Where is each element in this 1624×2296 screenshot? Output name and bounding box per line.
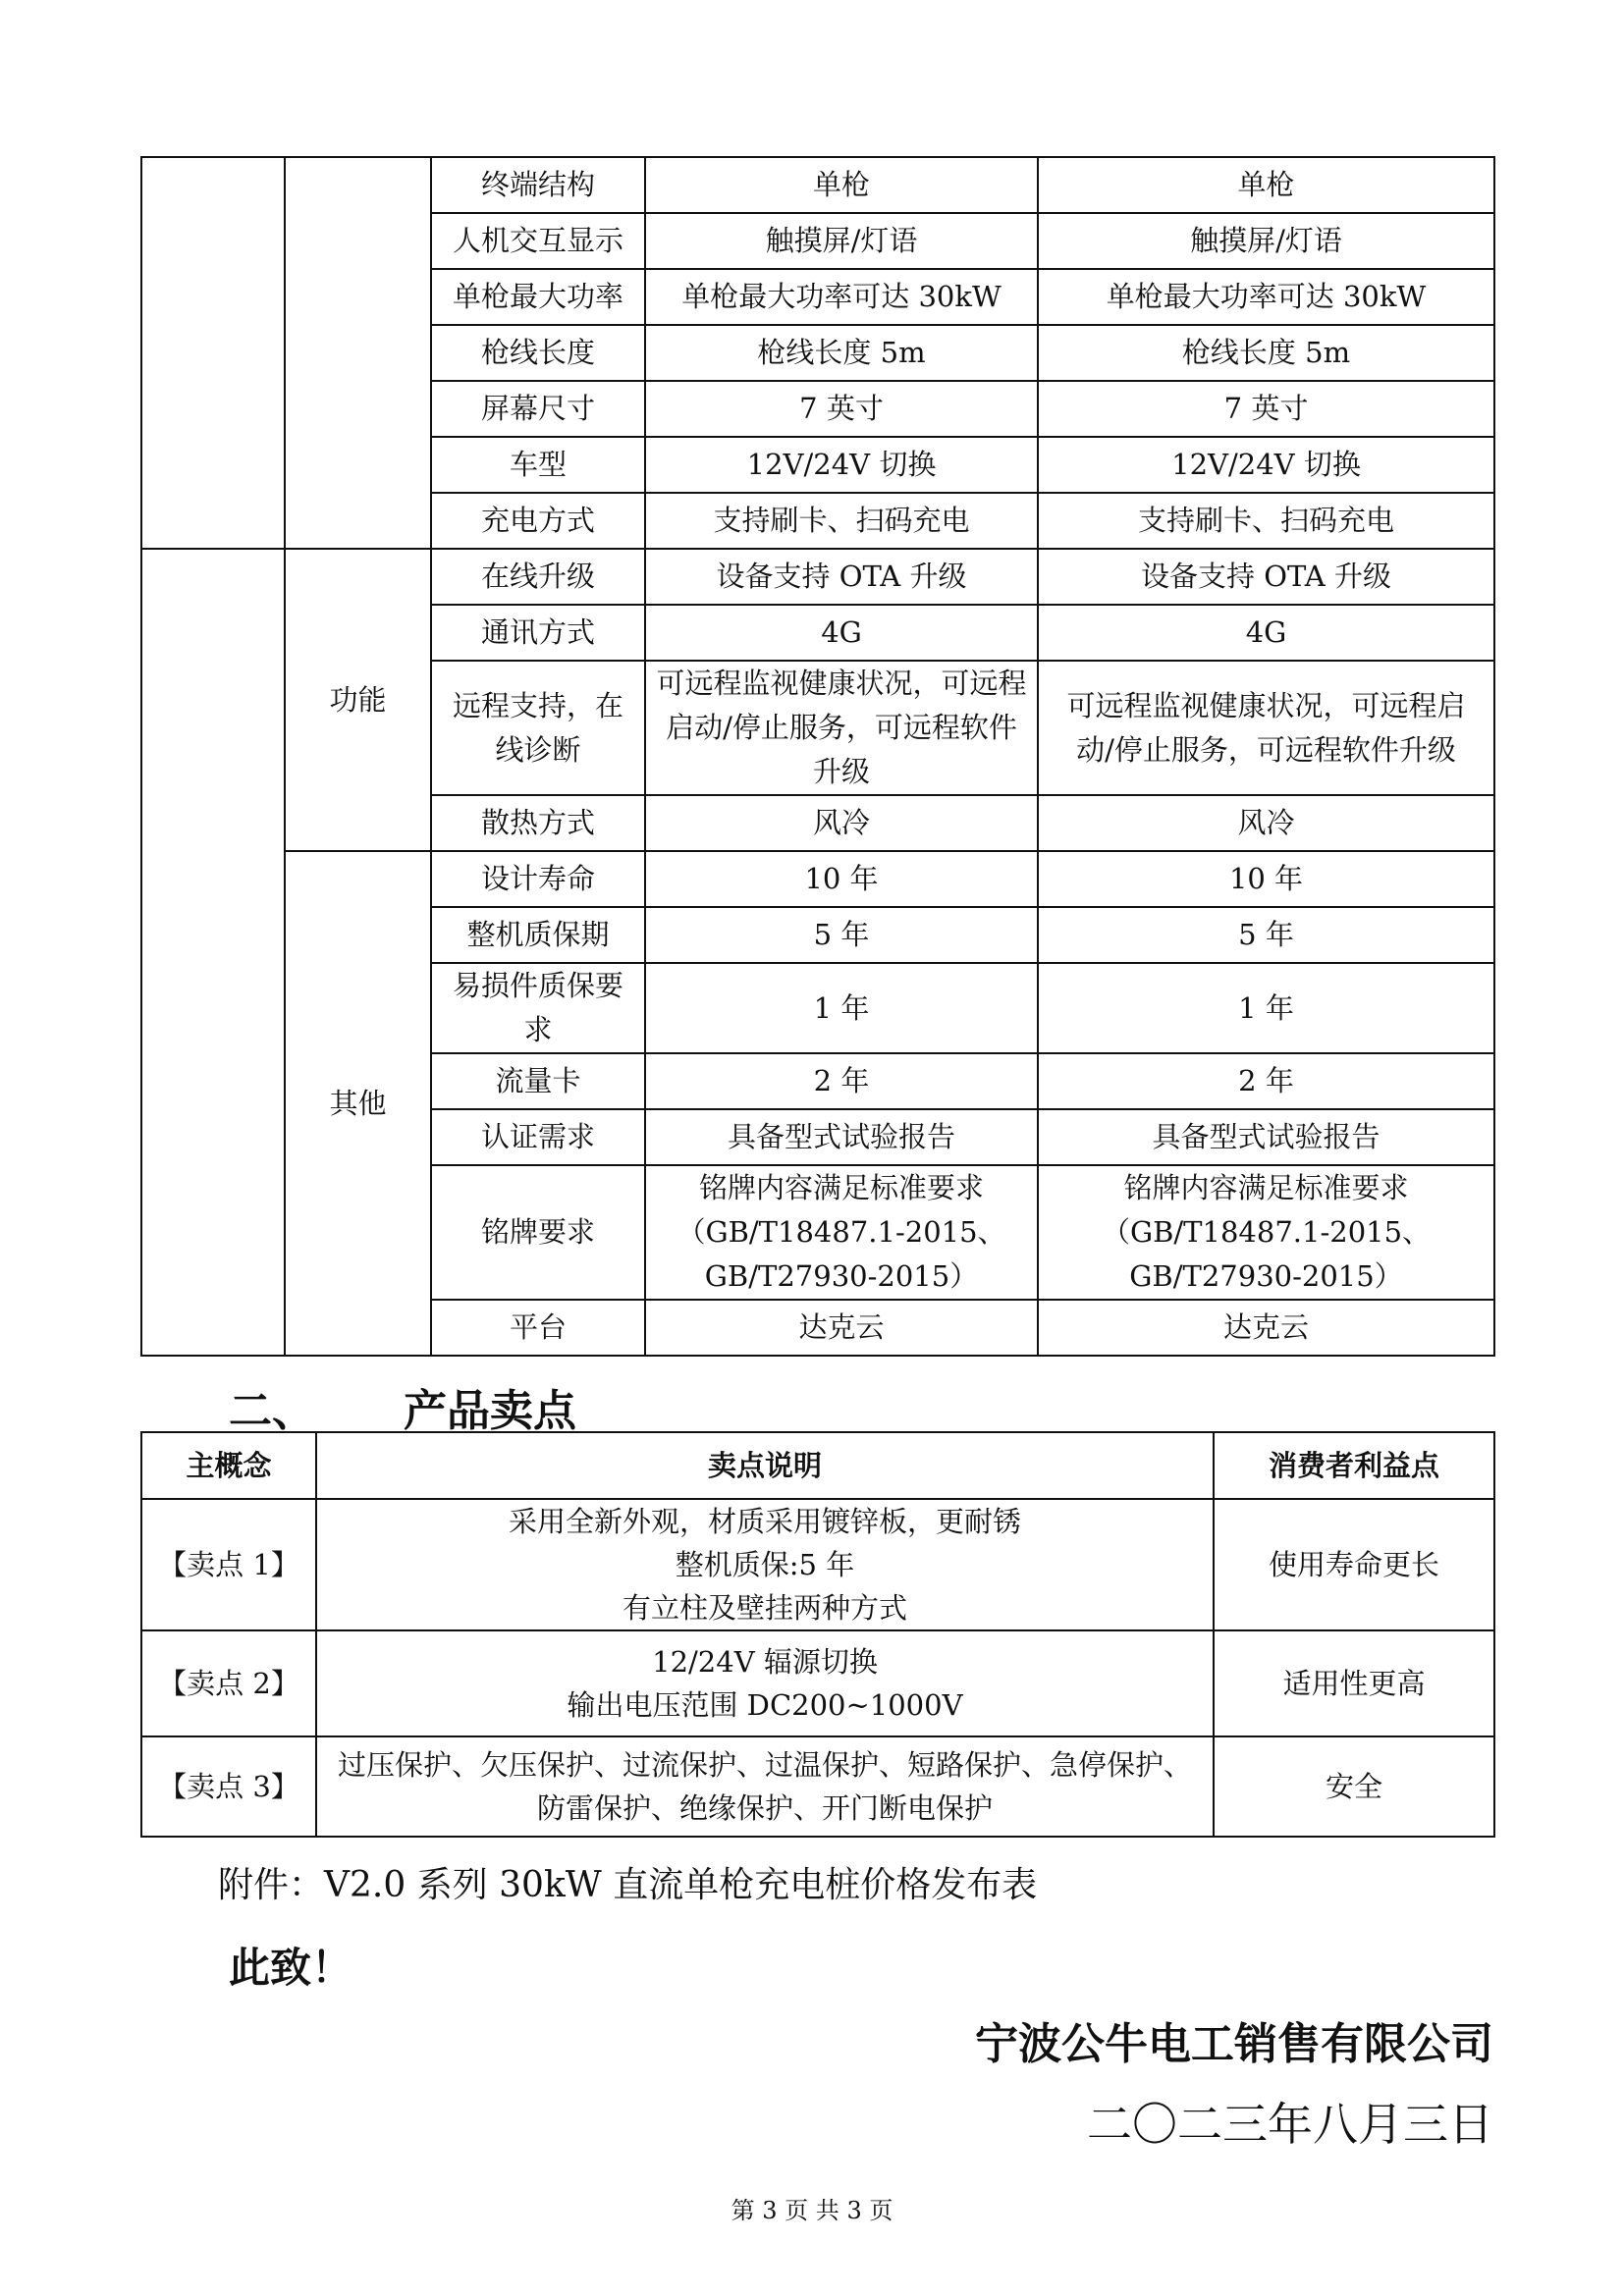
value-cell: 2 年 xyxy=(1038,1053,1494,1109)
description-line: 采用全新外观，材质采用镀锌板，更耐锈 xyxy=(508,1505,1021,1538)
value-cell: 具备型式试验报告 xyxy=(645,1109,1038,1165)
item-label: 通讯方式 xyxy=(431,605,645,661)
description-line: 防雷保护、绝缘保护、开门断电保护 xyxy=(536,1791,993,1825)
value-cell: 1 年 xyxy=(645,963,1038,1053)
value-cell: 达克云 xyxy=(645,1300,1038,1356)
group-label-other: 其他 xyxy=(285,851,431,1356)
item-label: 设计寿命 xyxy=(431,851,645,907)
value-cell: 枪线长度 5m xyxy=(645,325,1038,381)
blank-cell xyxy=(141,549,285,1356)
blank-cell xyxy=(285,157,431,549)
item-label: 在线升级 xyxy=(431,549,645,605)
value-cell: 4G xyxy=(645,605,1038,661)
selling-points-table xyxy=(140,1431,1495,1838)
value-cell: 支持刷卡、扫码充电 xyxy=(645,493,1038,549)
item-label: 认证需求 xyxy=(431,1109,645,1165)
table-row xyxy=(141,157,1494,213)
item-label: 终端结构 xyxy=(431,157,645,213)
value-cell: 1 年 xyxy=(1038,963,1494,1053)
concept-cell: 【卖点 2】 xyxy=(141,1630,316,1736)
benefit-cell: 安全 xyxy=(1214,1736,1494,1837)
value-cell: 单枪最大功率可达 30kW xyxy=(645,269,1038,325)
column-header: 卖点说明 xyxy=(316,1432,1214,1499)
spec-table xyxy=(140,156,1495,1357)
item-label: 易损件质保要求 xyxy=(431,963,645,1053)
value-cell: 设备支持 OTA 升级 xyxy=(1038,549,1494,605)
value-cell: 12V/24V 切换 xyxy=(645,437,1038,493)
table-row xyxy=(141,549,1494,605)
value-cell: 铭牌内容满足标准要求（GB/T18487.1-2015、GB/T27930-2015） xyxy=(645,1165,1038,1300)
description-line: 过压保护、欠压保护、过流保护、过温保护、短路保护、急停保护、 xyxy=(337,1748,1192,1782)
table-row xyxy=(141,1499,1494,1630)
value-cell: 10 年 xyxy=(645,851,1038,907)
document-date: 二〇二三年八月三日 xyxy=(1087,2098,1493,2151)
value-cell: 7 英寸 xyxy=(645,381,1038,437)
item-label: 流量卡 xyxy=(431,1053,645,1109)
description-cell xyxy=(316,1499,1214,1630)
company-name: 宁波公牛电工销售有限公司 xyxy=(975,2019,1493,2069)
value-cell: 可远程监视健康状况，可远程启动/停止服务，可远程软件升级 xyxy=(645,661,1038,795)
value-cell: 2 年 xyxy=(645,1053,1038,1109)
table-row xyxy=(141,851,1494,907)
page-number: 第 3 页 共 3 页 xyxy=(731,2197,893,2224)
group-label-function: 功能 xyxy=(285,549,431,851)
value-cell: 可远程监视健康状况，可远程启动/停止服务，可远程软件升级 xyxy=(1038,661,1494,795)
item-label: 充电方式 xyxy=(431,493,645,549)
benefit-cell: 适用性更高 xyxy=(1214,1630,1494,1736)
blank-cell xyxy=(141,157,285,549)
concept-cell: 【卖点 1】 xyxy=(141,1499,316,1630)
table-header-row xyxy=(141,1432,1494,1499)
value-cell: 4G xyxy=(1038,605,1494,661)
benefit-cell: 使用寿命更长 xyxy=(1214,1499,1494,1630)
item-label: 铭牌要求 xyxy=(431,1165,645,1300)
value-cell: 具备型式试验报告 xyxy=(1038,1109,1494,1165)
column-header: 消费者利益点 xyxy=(1214,1432,1494,1499)
value-cell: 风冷 xyxy=(1038,795,1494,851)
value-cell: 单枪 xyxy=(645,157,1038,213)
value-cell: 达克云 xyxy=(1038,1300,1494,1356)
value-cell: 风冷 xyxy=(645,795,1038,851)
value-cell: 触摸屏/灯语 xyxy=(1038,213,1494,269)
description-line: 有立柱及壁挂两种方式 xyxy=(622,1591,907,1625)
section-number: 二、 xyxy=(229,1386,315,1436)
item-label: 单枪最大功率 xyxy=(431,269,645,325)
value-cell: 触摸屏/灯语 xyxy=(645,213,1038,269)
value-cell: 单枪最大功率可达 30kW xyxy=(1038,269,1494,325)
value-cell: 单枪 xyxy=(1038,157,1494,213)
item-label: 屏幕尺寸 xyxy=(431,381,645,437)
attachment-note: 附件：V2.0 系列 30kW 直流单枪充电桩价格发布表 xyxy=(218,1865,1038,1905)
value-cell: 12V/24V 切换 xyxy=(1038,437,1494,493)
description-cell xyxy=(316,1736,1214,1837)
value-cell: 铭牌内容满足标准要求（GB/T18487.1-2015、GB/T27930-2015） xyxy=(1038,1165,1494,1300)
description-cell xyxy=(316,1630,1214,1736)
closing-salutation: 此致！ xyxy=(229,1944,353,1992)
value-cell: 5 年 xyxy=(1038,907,1494,963)
item-label: 整机质保期 xyxy=(431,907,645,963)
item-label: 平台 xyxy=(431,1300,645,1356)
value-cell: 10 年 xyxy=(1038,851,1494,907)
item-label: 车型 xyxy=(431,437,645,493)
value-cell: 支持刷卡、扫码充电 xyxy=(1038,493,1494,549)
concept-cell: 【卖点 3】 xyxy=(141,1736,316,1837)
value-cell: 枪线长度 5m xyxy=(1038,325,1494,381)
description-line: 12/24V 辐源切换 xyxy=(652,1645,878,1679)
description-line: 整机质保:5 年 xyxy=(675,1548,855,1581)
item-label: 远程支持，在线诊断 xyxy=(431,661,645,795)
column-header: 主概念 xyxy=(141,1432,316,1499)
description-line: 输出电压范围 DC200~1000V xyxy=(567,1688,963,1722)
table-row xyxy=(141,1736,1494,1837)
value-cell: 5 年 xyxy=(645,907,1038,963)
table-row xyxy=(141,1630,1494,1736)
item-label: 散热方式 xyxy=(431,795,645,851)
section-heading xyxy=(229,1375,576,1438)
item-label: 枪线长度 xyxy=(431,325,645,381)
item-label: 人机交互显示 xyxy=(431,213,645,269)
section-title: 产品卖点 xyxy=(404,1386,576,1436)
value-cell: 7 英寸 xyxy=(1038,381,1494,437)
value-cell: 设备支持 OTA 升级 xyxy=(645,549,1038,605)
